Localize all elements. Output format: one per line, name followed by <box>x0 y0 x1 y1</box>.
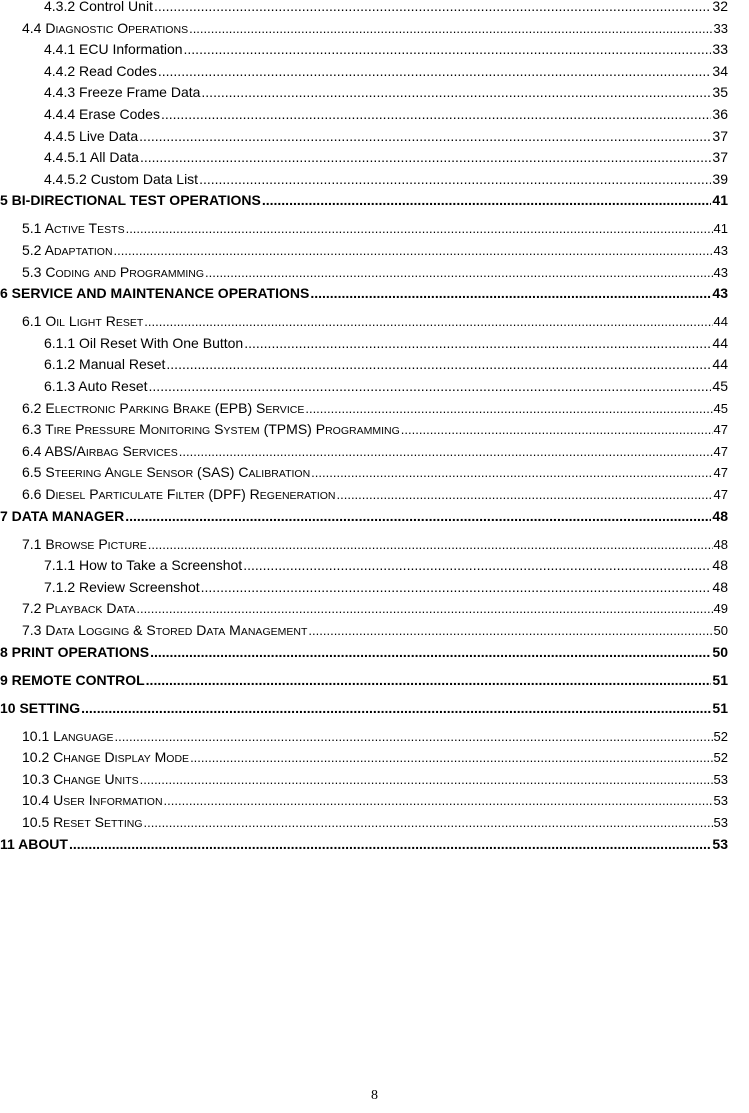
toc-page-number: 47 <box>713 465 728 481</box>
toc-entry-title: 4.4 DIAGNOSTIC OPERATIONS <box>22 19 189 36</box>
toc-entry-title: 10.4 USER INFORMATION <box>22 792 163 809</box>
toc-page-number: 37 <box>712 127 728 144</box>
toc-dot-leader <box>401 422 713 437</box>
toc-entry[interactable] <box>0 836 749 852</box>
toc-dot-leader <box>164 793 713 808</box>
toc-page-number: 39 <box>712 170 728 187</box>
toc-dot-leader <box>244 335 711 351</box>
toc-entry[interactable] <box>0 313 749 329</box>
toc-page-number: 48 <box>712 578 728 595</box>
toc-dot-leader <box>140 149 711 165</box>
toc-entry-title: 6.1 OIL LIGHT RESET <box>22 313 144 330</box>
toc-entry-title: 5.1 ACTIVE TESTS <box>22 220 125 237</box>
toc-entry-title: 10.3 CHANGE UNITS <box>22 770 139 787</box>
toc-entry-title: 6.3 TIRE PRESSURE MONITORING SYSTEM (TPMS) PROGRAMMING <box>22 421 400 438</box>
toc-entry[interactable] <box>0 192 749 208</box>
toc-entry-title: 6.2 ELECTRONIC PARKING BRAKE (EPB) SERVICE <box>22 399 305 416</box>
toc-entry-title: 6.1.1 Oil Reset With One Button <box>44 334 244 351</box>
toc-dot-leader <box>310 285 711 301</box>
toc-entry-title: 10.5 RESET SETTING <box>22 814 143 830</box>
toc-page-number: 36 <box>712 106 728 122</box>
toc-dot-leader <box>114 243 713 258</box>
toc-entry[interactable] <box>0 128 749 144</box>
toc-page-number: 45 <box>712 378 728 394</box>
toc-entry-title: 7.1.2 Review Screenshot <box>44 578 200 595</box>
toc-dot-leader <box>184 41 712 57</box>
toc-entry-title: 10 SETTING <box>0 699 81 716</box>
toc-page-number: 48 <box>712 507 728 524</box>
toc-dot-leader <box>81 700 711 716</box>
toc-page-number: 53 <box>713 771 728 787</box>
toc-dot-leader <box>305 401 712 416</box>
toc-entry[interactable] <box>0 149 749 165</box>
toc-page-number: 53 <box>713 815 728 830</box>
toc-dot-leader <box>139 128 711 144</box>
toc-entry-title: 11 ABOUT <box>0 835 68 852</box>
toc-dot-leader <box>205 265 713 280</box>
toc-page-number: 53 <box>713 793 728 809</box>
toc-entry-title: 10.1 LANGUAGE <box>22 727 114 744</box>
toc-entry-title: 7.1.1 How to Take a Screenshot <box>44 557 243 574</box>
toc-page-number: 35 <box>712 84 728 101</box>
toc-dot-leader <box>201 84 711 100</box>
toc-entry-title: 6.1.3 Auto Reset <box>44 378 148 394</box>
toc-entry-title: 4.4.5 Live Data <box>44 127 139 144</box>
toc-entry[interactable] <box>0 171 749 187</box>
toc-entry[interactable] <box>0 63 749 79</box>
toc-page-number: 51 <box>712 671 728 688</box>
toc-dot-leader <box>140 772 713 787</box>
toc-entry[interactable] <box>0 285 749 301</box>
toc-dot-leader <box>126 221 713 236</box>
toc-dot-leader <box>146 672 712 688</box>
toc-entry-title: 4.4.4 Erase Codes <box>44 106 160 122</box>
toc-entry[interactable] <box>0 600 749 616</box>
toc-entry-title: 4.4.1 ECU Information <box>44 41 183 58</box>
toc-page-number: 53 <box>712 835 728 852</box>
toc-entry-title: 10.2 CHANGE DISPLAY MODE <box>22 749 190 766</box>
toc-dot-leader <box>148 537 713 552</box>
toc-page-number: 47 <box>713 487 728 502</box>
toc-page-number: 50 <box>712 643 728 660</box>
toc-entry[interactable] <box>0 400 749 416</box>
toc-page-number: 51 <box>712 699 728 716</box>
toc-entry-title: 6.1.2 Manual Reset <box>44 356 166 373</box>
toc-page-number: 48 <box>713 536 728 552</box>
toc-entry-title: 8 PRINT OPERATIONS <box>0 643 150 660</box>
toc-dot-leader <box>158 63 712 79</box>
toc-entry[interactable] <box>0 464 749 480</box>
toc-entry[interactable] <box>0 536 749 552</box>
toc-entry-title: 6.5 STEERING ANGLE SENSOR (SAS) CALIBRATION <box>22 464 311 481</box>
toc-page-number: 37 <box>712 149 728 166</box>
toc-entry-title: 6 SERVICE AND MAINTENANCE OPERATIONS <box>0 285 310 302</box>
toc-dot-leader <box>243 557 711 573</box>
toc-page-number: 32 <box>712 0 728 14</box>
toc-dot-leader <box>189 21 712 36</box>
toc-entry[interactable] <box>0 335 749 351</box>
toc-page-number: 44 <box>712 334 728 351</box>
toc-entry[interactable] <box>0 41 749 57</box>
toc-entry[interactable] <box>0 728 749 744</box>
toc-entry-title: 7.2 PLAYBACK DATA <box>22 600 136 617</box>
toc-entry-title: 4.4.5.2 Custom Data List <box>44 170 199 187</box>
toc-entry[interactable] <box>0 792 749 808</box>
toc-page-number: 33 <box>713 20 728 36</box>
toc-entry-title: 4.3.2 Control Unit <box>44 0 153 14</box>
toc-entry-title: 9 REMOTE CONTROL <box>0 671 145 688</box>
toc-entry[interactable] <box>0 814 749 830</box>
toc-page-number: 47 <box>713 422 728 438</box>
toc-dot-leader <box>161 106 711 122</box>
toc-dot-leader <box>115 729 713 744</box>
toc-entry[interactable] <box>0 242 749 258</box>
toc-page-number: 48 <box>712 557 728 574</box>
toc-dot-leader <box>125 508 711 524</box>
toc-entry[interactable] <box>0 700 749 716</box>
toc-entry[interactable] <box>0 622 749 638</box>
toc-entry-title: 5 BI-DIRECTIONAL TEST OPERATIONS <box>0 192 261 209</box>
toc-entry-title: 7.1 BROWSE PICTURE <box>22 535 147 552</box>
toc-entry-title: 4.4.2 Read Codes <box>44 62 157 79</box>
toc-dot-leader <box>166 356 711 372</box>
toc-entry[interactable] <box>0 579 749 595</box>
toc-entry[interactable] <box>0 486 749 502</box>
toc-page-number: 49 <box>713 601 728 617</box>
toc-dot-leader <box>190 750 712 765</box>
toc-page-number: 34 <box>712 62 728 79</box>
toc-entry[interactable] <box>0 220 749 236</box>
page-number: 8 <box>371 1088 378 1103</box>
toc-dot-leader <box>69 836 711 852</box>
toc-dot-leader <box>144 314 712 329</box>
toc-dot-leader <box>136 601 712 616</box>
toc-page-number: 50 <box>713 623 728 638</box>
toc-page-number: 44 <box>712 356 728 373</box>
toc-entry-title: 5.3 CODING AND PROGRAMMING <box>22 263 204 280</box>
toc-entry[interactable] <box>0 84 749 100</box>
toc-dot-leader <box>154 0 711 14</box>
toc-dot-leader <box>199 171 711 187</box>
toc-dot-leader <box>150 644 711 660</box>
toc-entry[interactable] <box>0 644 749 660</box>
toc-entry[interactable] <box>0 106 749 122</box>
toc-entry-title: 4.4.3 Freeze Frame Data <box>44 84 201 101</box>
toc-entry[interactable] <box>0 20 749 36</box>
toc-dot-leader <box>179 444 713 459</box>
toc-entry[interactable] <box>0 356 749 372</box>
toc-entry[interactable] <box>0 508 749 524</box>
toc-entry-title: 4.4.5.1 All Data <box>44 149 139 166</box>
toc-page-number: 43 <box>712 285 728 302</box>
toc-entry[interactable] <box>0 378 749 394</box>
toc-page-number: 43 <box>713 243 728 258</box>
toc-entry-title: 7 DATA MANAGER <box>0 507 125 524</box>
toc-dot-leader <box>144 815 713 830</box>
toc-entry-title: 6.4 ABS/AIRBAG SERVICES <box>22 442 178 459</box>
toc-page-number: 44 <box>713 314 728 330</box>
toc-page-number: 45 <box>713 400 728 416</box>
toc-dot-leader <box>337 487 713 502</box>
toc-entry[interactable] <box>0 557 749 573</box>
toc-page-number: 47 <box>713 443 728 459</box>
toc-entry-title: 5.2 ADAPTATION <box>22 242 113 258</box>
toc-entry-title: 6.6 DIESEL PARTICULATE FILTER (DPF) REGENERATION <box>22 486 336 502</box>
toc-dot-leader <box>311 465 712 480</box>
toc-page-number: 43 <box>713 264 728 280</box>
toc-entry[interactable] <box>0 749 749 765</box>
toc-dot-leader <box>262 192 712 208</box>
toc-dot-leader <box>149 378 712 394</box>
toc-entry[interactable] <box>0 0 749 14</box>
toc-entry[interactable] <box>0 443 749 459</box>
toc-dot-leader <box>201 579 712 595</box>
toc-page-number: 41 <box>713 221 728 237</box>
toc-page-number: 52 <box>713 728 728 744</box>
toc-entry[interactable] <box>0 672 749 688</box>
toc-entry[interactable] <box>0 421 749 437</box>
toc-entry[interactable] <box>0 771 749 787</box>
toc-page-number: 52 <box>713 750 728 766</box>
toc-entry-title: 7.3 DATA LOGGING & STORED DATA MANAGEMENT <box>22 622 308 638</box>
toc-page-number: 41 <box>712 192 728 209</box>
toc-dot-leader <box>308 623 712 638</box>
toc-page-number: 33 <box>712 41 728 58</box>
toc-entry[interactable] <box>0 264 749 280</box>
